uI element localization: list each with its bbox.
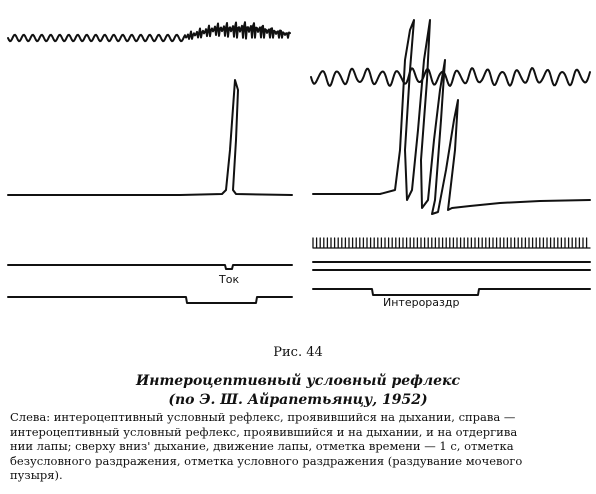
- right-paw-movement-trace: [313, 20, 590, 214]
- figure-description: [10, 410, 594, 483]
- left-unconditioned-stimulus-mark: [8, 265, 292, 269]
- figure-title-line: (по Э. Ш. Айрапетьянцу, 1952): [168, 392, 428, 408]
- figure-title: [0, 372, 596, 410]
- left-breathing-trace: [8, 22, 290, 41]
- figure-number: Рис. 44: [273, 345, 323, 360]
- description-line: пузыря).: [10, 468, 63, 482]
- right-conditioned-stimulus-mark: [313, 289, 590, 295]
- description-line: нии лапы; сверху вниз' дыхание, движение лапы, отметка времени — 1 с, отметка: [10, 439, 514, 453]
- left-conditioned-stimulus-mark: [8, 297, 292, 303]
- right-time-marker: [313, 238, 590, 248]
- description-line: Слева: интероцептивный условный рефлекс, проявившийся на дыхании, справа —: [10, 410, 516, 424]
- left-paw-movement-trace: [8, 80, 292, 195]
- figure-title-line: Интероцептивный условный рефлекс: [136, 373, 460, 389]
- stimulus-label-current: Ток: [219, 273, 240, 286]
- description-line: безусловного раздражения, отметка условного раздражения (раздувание мочевого: [10, 453, 523, 468]
- right-breathing-trace: [311, 68, 590, 86]
- description-line: интероцептивный условный рефлекс, проявившийся и на дыхании, и на отдергива: [10, 424, 518, 439]
- stimulus-label-interoceptive: Интерораздр: [383, 296, 460, 309]
